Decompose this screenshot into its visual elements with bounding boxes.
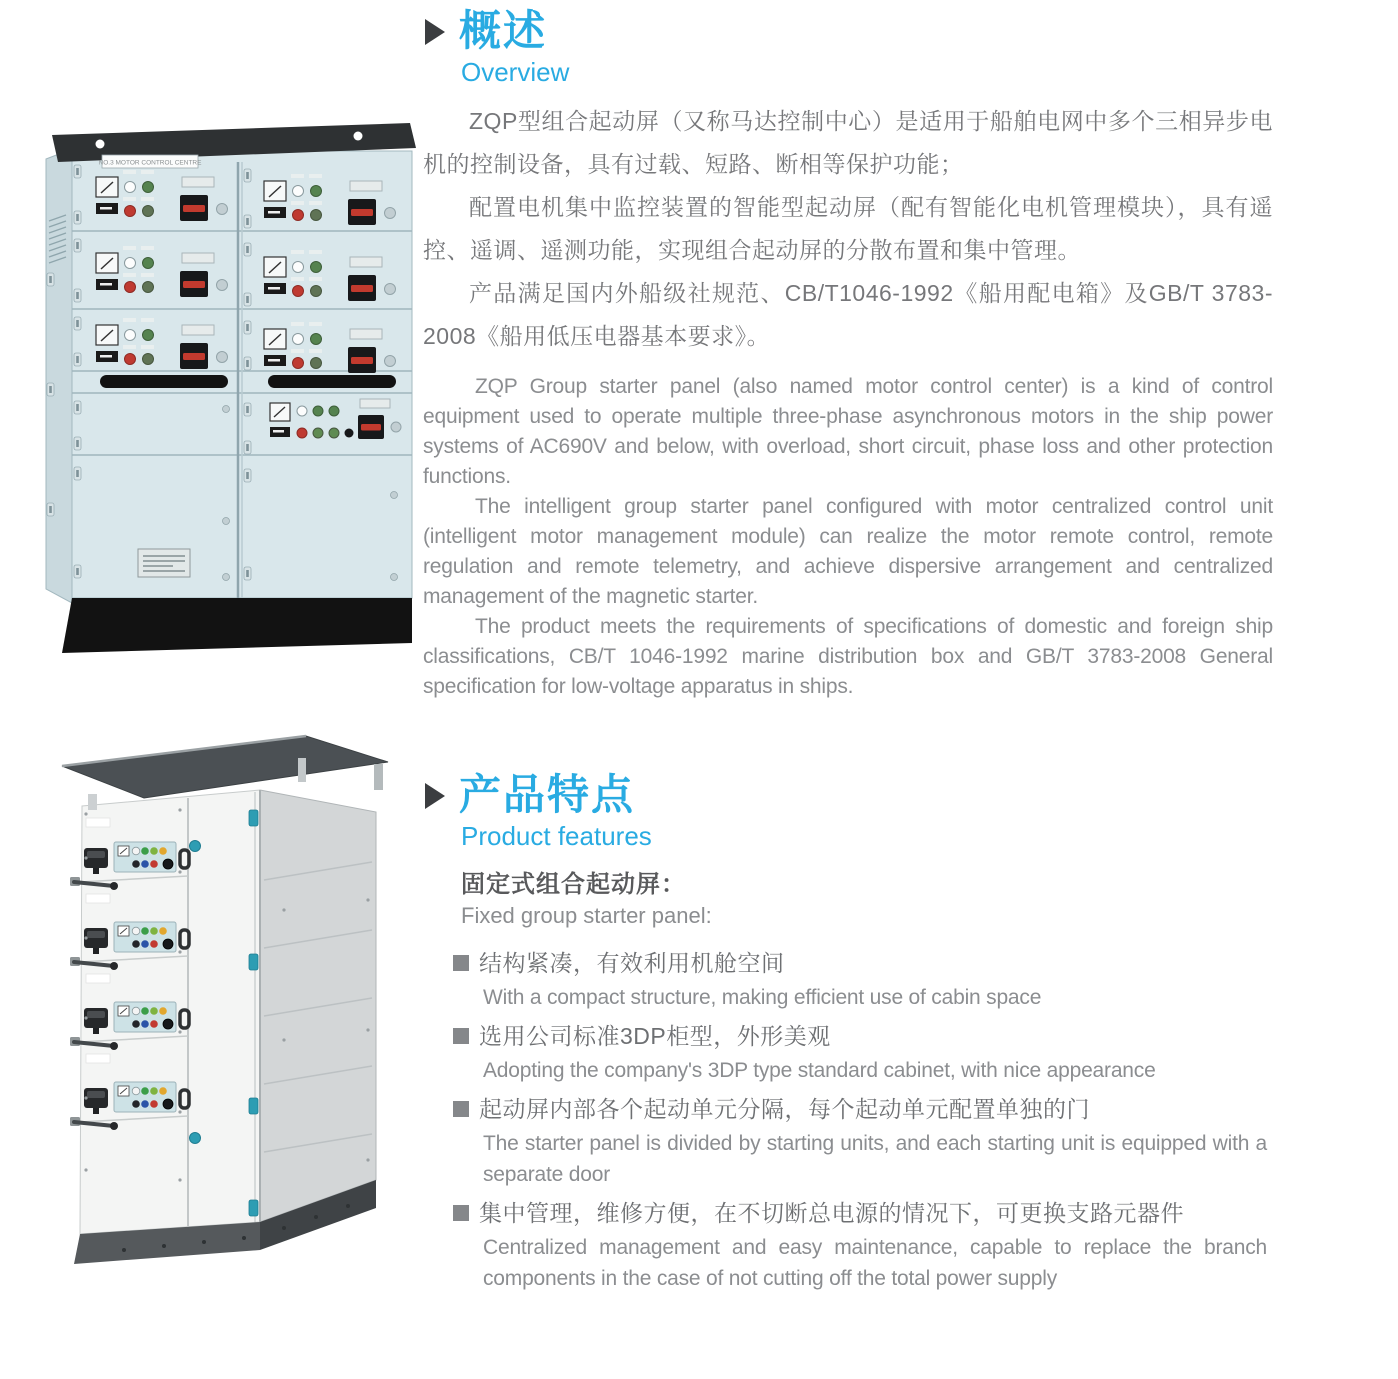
overview-title-en: Overview — [461, 57, 570, 87]
feature-zh-line — [453, 946, 1273, 980]
overview-section — [423, 8, 1273, 702]
product-photo-group-starter-panel — [38, 103, 420, 685]
overview-paragraph-zh: 配置电机集中监控装置的智能型起动屏（配有智能化电机管理模块），具有遥控、遥调、遥测功能，实现组合起动屏的分散布置和集中管理。 — [423, 194, 1273, 263]
feature-zh-text: 选用公司标准3DP柜型，外形美观 — [479, 1023, 831, 1049]
feature-zh-line — [453, 1196, 1273, 1230]
overview-english-block — [423, 372, 1273, 702]
feature-item — [423, 1019, 1273, 1086]
feature-item — [423, 1196, 1273, 1294]
cabinet-front-illustration — [38, 103, 420, 685]
features-title-zh: 产品特点 — [459, 771, 636, 818]
overview-title-zh: 概述 — [459, 7, 548, 54]
feature-en-text: With a compact structure, making efficient use of cabin space — [483, 986, 1042, 1009]
feature-zh-line — [453, 1092, 1273, 1126]
feature-en-text: Adopting the company's 3DP type standard cabinet, with nice appearance — [483, 1059, 1156, 1082]
product-features-section — [423, 772, 1273, 1300]
feature-zh-text: 集中管理，维修方便，在不切断总电源的情况下，可更换支路元器件 — [479, 1200, 1184, 1226]
cabinet-name-label: NO.3 MOTOR CONTROL CENTRE — [98, 159, 202, 167]
section-arrow-icon — [425, 783, 445, 809]
section-arrow-icon — [425, 19, 445, 45]
overview-paragraph-en: ZQP Group starter panel (also named motor control center) is a kind of control equipment used to operate multiple three-phase asynchronous motors in the ship power systems of AC690V and below, with overload, short circuit, phase loss and other protection functions. — [423, 375, 1273, 488]
bullet-square-icon — [453, 955, 469, 971]
feature-item — [423, 946, 1273, 1013]
overview-paragraph-en: The intelligent group starter panel configured with motor centralized control unit (intelligent motor management module) can realize the motor remote control, remote regulation and remote telemetry, and achieve dispersive arrangement and centralized management of the magnetic starter. — [423, 495, 1273, 608]
feature-item — [423, 1092, 1273, 1190]
features-subtitle-en: Fixed group starter panel: — [461, 903, 712, 928]
overview-paragraph-en: The product meets the requirements of specifications of domestic and foreign ship classifications, CB/T 1046-1992 marine distribution box and GB/T 3783-2008 General specification for low-voltage apparatus in ships. — [423, 615, 1273, 698]
feature-zh-text: 起动屏内部各个起动单元分隔，每个起动单元配置单独的门 — [479, 1096, 1090, 1122]
overview-paragraph-zh: 产品满足国内外船级社规范、CB/T1046-1992《船用配电箱》及GB/T 3783-2008《船用低压电器基本要求》。 — [423, 280, 1273, 349]
overview-header — [423, 8, 1273, 54]
feature-zh-line — [453, 1019, 1273, 1053]
bullet-square-icon — [453, 1028, 469, 1044]
features-header — [423, 772, 1273, 818]
feature-en-text: The starter panel is divided by starting units, and each starting unit is equipped with a separate door — [483, 1132, 1267, 1186]
feature-zh-text: 结构紧凑，有效利用机舱空间 — [479, 950, 785, 976]
features-subtitle-zh: 固定式组合起动屏： — [461, 871, 686, 898]
overview-paragraph-zh: ZQP型组合起动屏（又称马达控制中心）是适用于船舶电网中多个三相异步电机的控制设备，具有过载、短路、断相等保护功能； — [423, 108, 1273, 177]
feature-list — [423, 946, 1273, 1294]
cabinet-perspective-illustration — [58, 710, 392, 1314]
features-title-en: Product features — [461, 821, 652, 851]
bullet-square-icon — [453, 1101, 469, 1117]
bullet-square-icon — [453, 1205, 469, 1221]
product-photo-3dp-cabinet — [58, 710, 392, 1314]
feature-en-text: Centralized management and easy maintenance, capable to replace the branch components in the case of not cutting off the total power supply — [483, 1236, 1267, 1290]
